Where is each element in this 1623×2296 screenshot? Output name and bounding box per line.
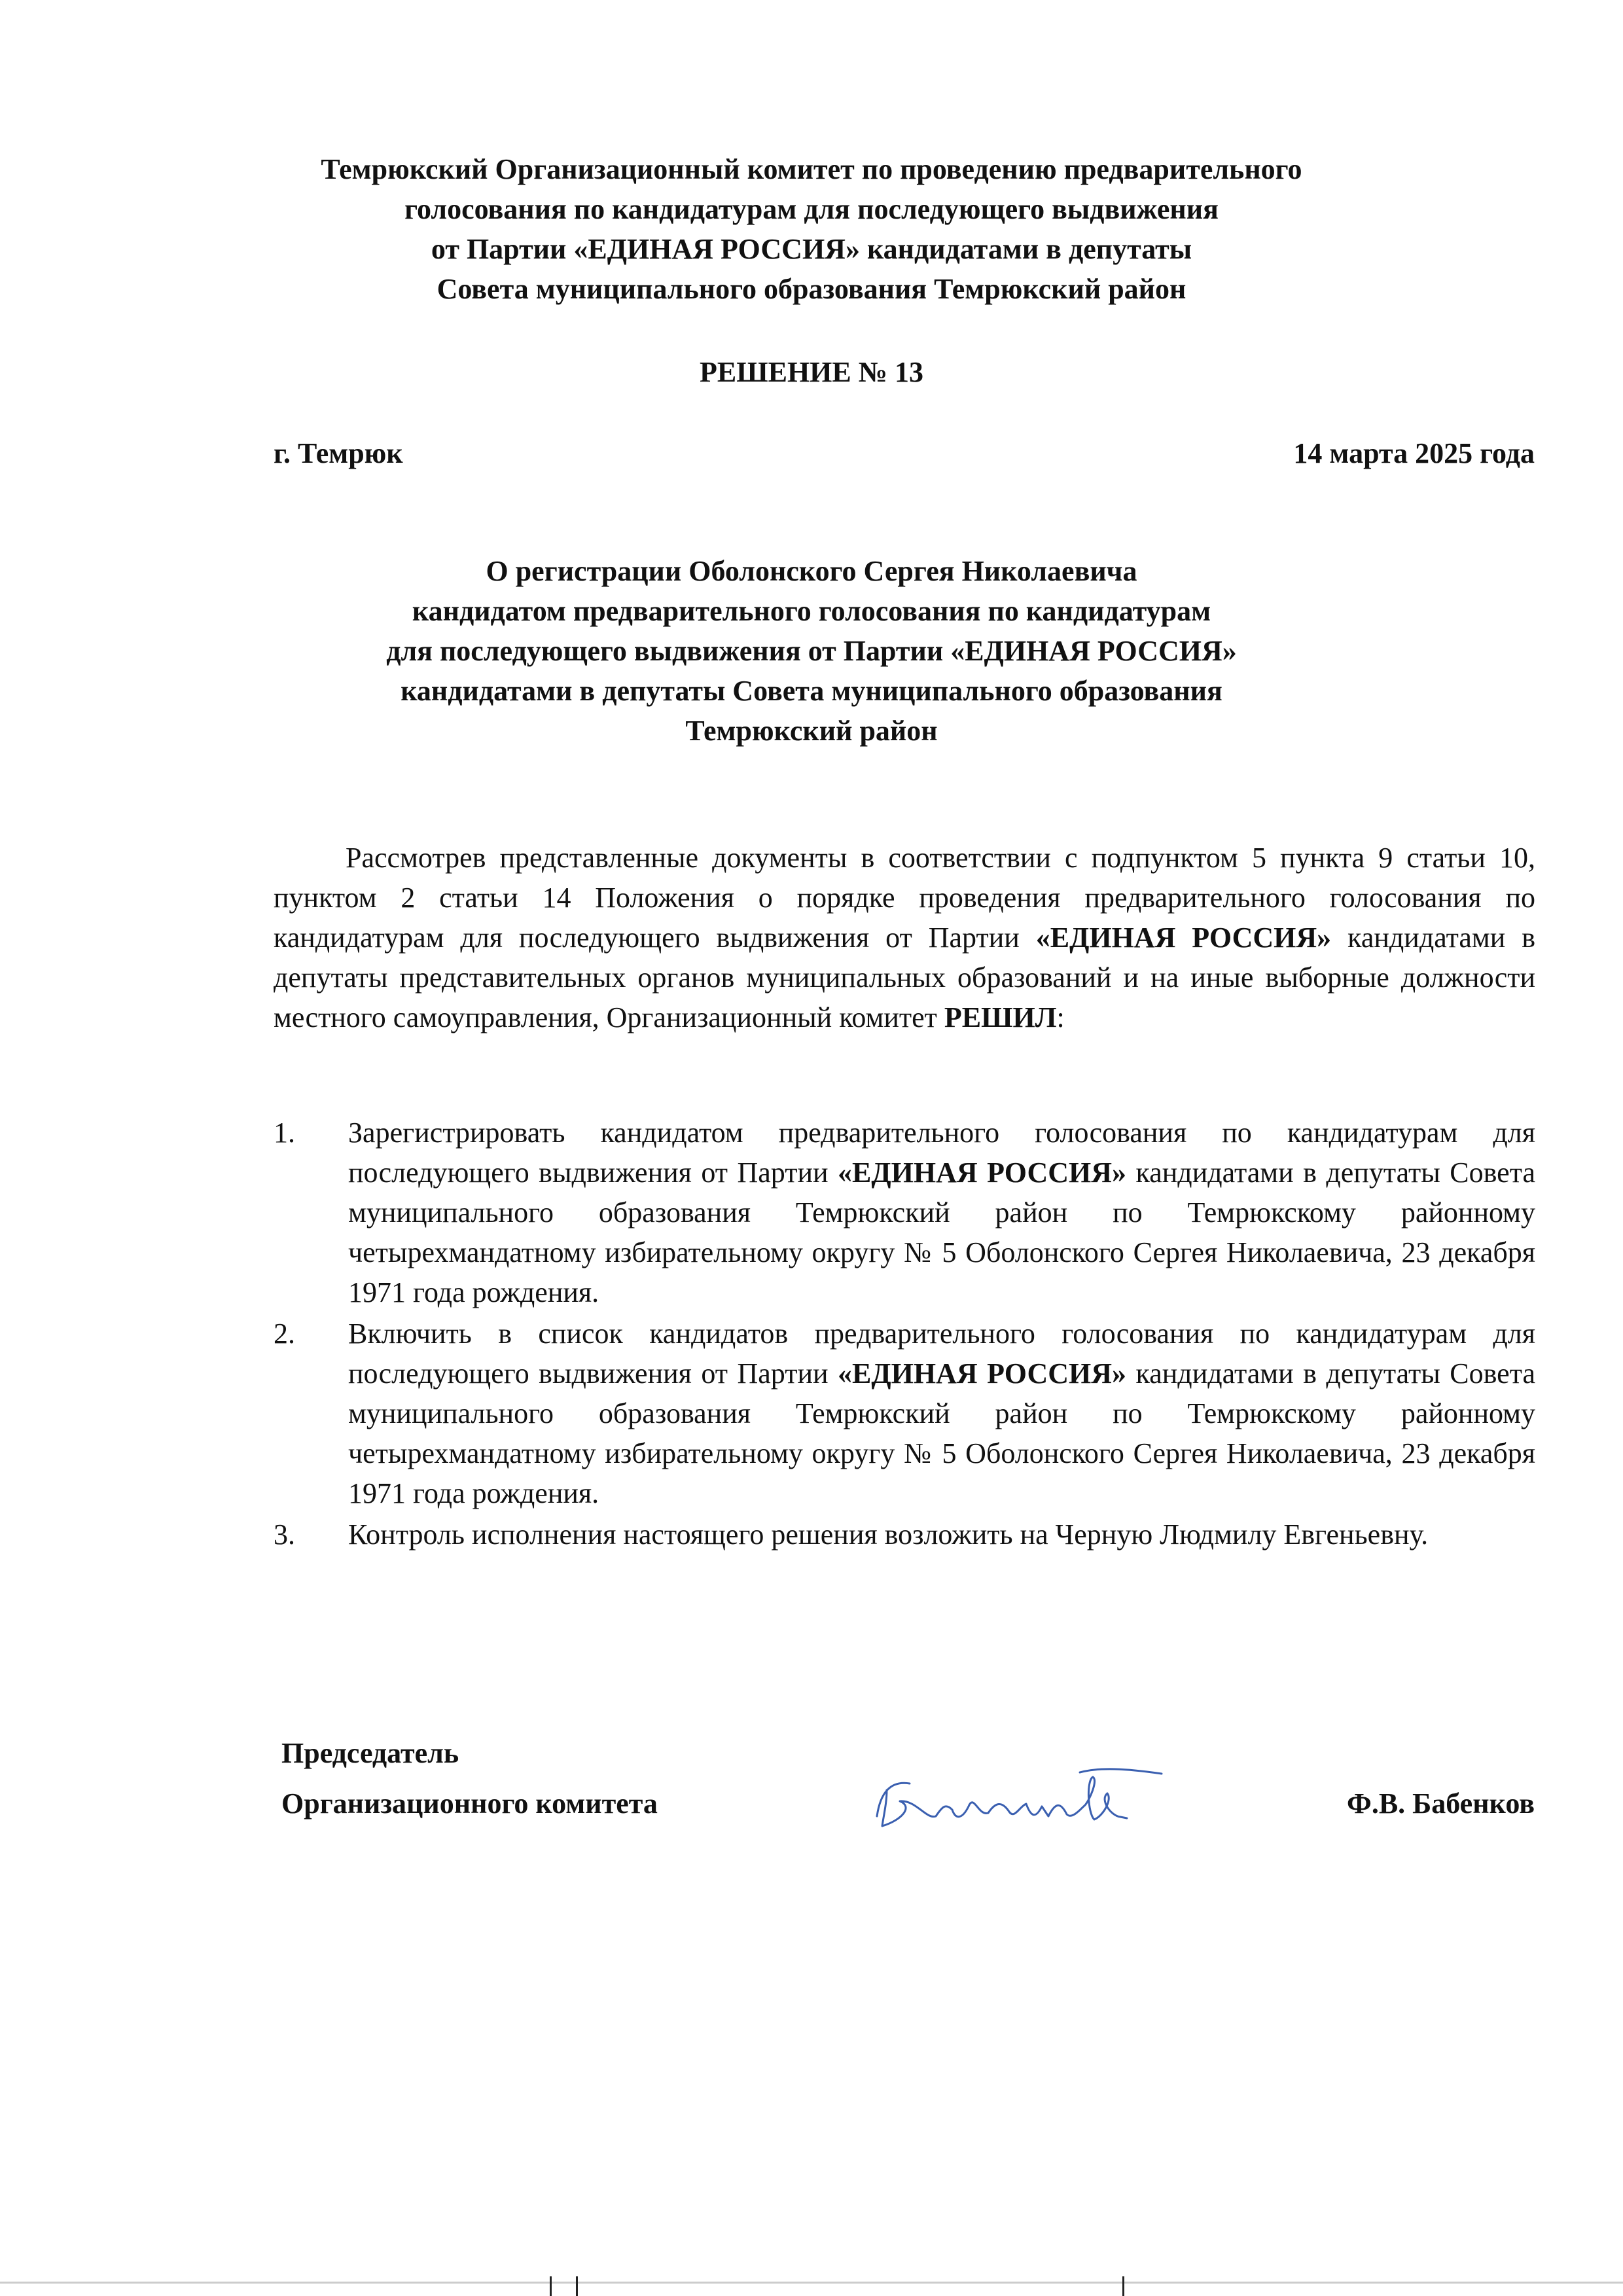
item-text: Контроль исполнения настоящего решения возложить на Черную Людмилу Евгеньевну. [348,1518,1429,1551]
item-text: Включить в список кандидатов предварительного голосования по кандидатурам для последующего выдвижения от Партии [348,1318,1535,1390]
party-name: «ЕДИНАЯ РОССИЯ» [1035,922,1332,954]
subject-line: кандидатом предварительного голосования по кандидатурам [412,595,1211,627]
item-text: Зарегистрировать кандидатом предварительного голосования по кандидатурам для последующего выдвижения от Партии [348,1117,1535,1189]
list-item [274,1113,1535,1312]
signatory-role [281,1728,658,1829]
place: г. Темрюк [274,437,403,469]
date: 14 марта 2025 года [1293,437,1535,469]
item-text: кандидатами в депутаты Совета муниципального образования Темрюкский район по Темрюкскому районному четырехмандатному избирательному округу № 5 Оболонского Сергея Николаевича, 23 декабря 1971 года рождения. [348,1157,1535,1308]
scan-mark [1122,2276,1124,2296]
item-number: 2. [274,1318,295,1350]
decision-title: РЕШЕНИЕ № 13 [700,356,923,388]
handwritten-signature [864,1754,1171,1846]
item-number: 1. [274,1117,295,1149]
party-name: «ЕДИНАЯ РОССИЯ» [838,1157,1127,1189]
list-item [274,1515,1535,1554]
document-header [249,149,1374,309]
header-line: Темрюкский Организационный комитет по проведению предварительного [321,153,1302,185]
subject-line: Темрюкский район [685,715,938,747]
scan-mark [550,2276,552,2296]
subject-line: кандидатами в депутаты Совета муниципального образования [401,675,1222,707]
item-number: 3. [274,1518,295,1551]
role-line: Организационного комитета [281,1787,658,1820]
preamble-paragraph [274,838,1535,1037]
header-line: Совета муниципального образования Темрюкский район [437,273,1186,305]
subject-line: О регистрации Оболонского Сергея Николаевича [486,555,1137,587]
item-text: кандидатами в депутаты Совета муниципального образования Темрюкский район по Темрюкскому районному четырехмандатному избирательному округу № 5 Оболонского Сергея Николаевича, 23 декабря 1971 года рождения. [348,1357,1535,1509]
decision-subject [262,551,1361,751]
preamble-text: Рассмотрев представленные документы в соответствии с подпунктом 5 пункта 9 статьи 10, пунктом 2 статьи 14 Положения о порядке проведения предварительного голосования по кандидатурам для последующего выдвижения от Партии [274,842,1535,954]
signatory-name: Ф.В. Бабенков [1347,1787,1535,1820]
decision-items [274,1113,1535,1556]
party-name: «ЕДИНАЯ РОССИЯ» [838,1357,1127,1390]
subject-line: для последующего выдвижения от Партии «ЕДИНАЯ РОССИЯ» [386,635,1237,667]
preamble-text: кандидатами в депутаты представительных органов муниципальных образований и на иные выборные должности местного самоуправления, Организационный комитет [274,922,1535,1033]
scan-edge-line [0,2282,1623,2284]
list-item [274,1314,1535,1513]
preamble-text: : [1056,1001,1065,1033]
header-line: от Партии «ЕДИНАЯ РОССИЯ» кандидатами в депутаты [431,233,1192,265]
header-line: голосования по кандидатурам для последующего выдвижения [404,193,1219,225]
scan-mark [576,2276,578,2296]
resolved-word: РЕШИЛ [944,1001,1057,1033]
role-line: Председатель [281,1737,459,1769]
